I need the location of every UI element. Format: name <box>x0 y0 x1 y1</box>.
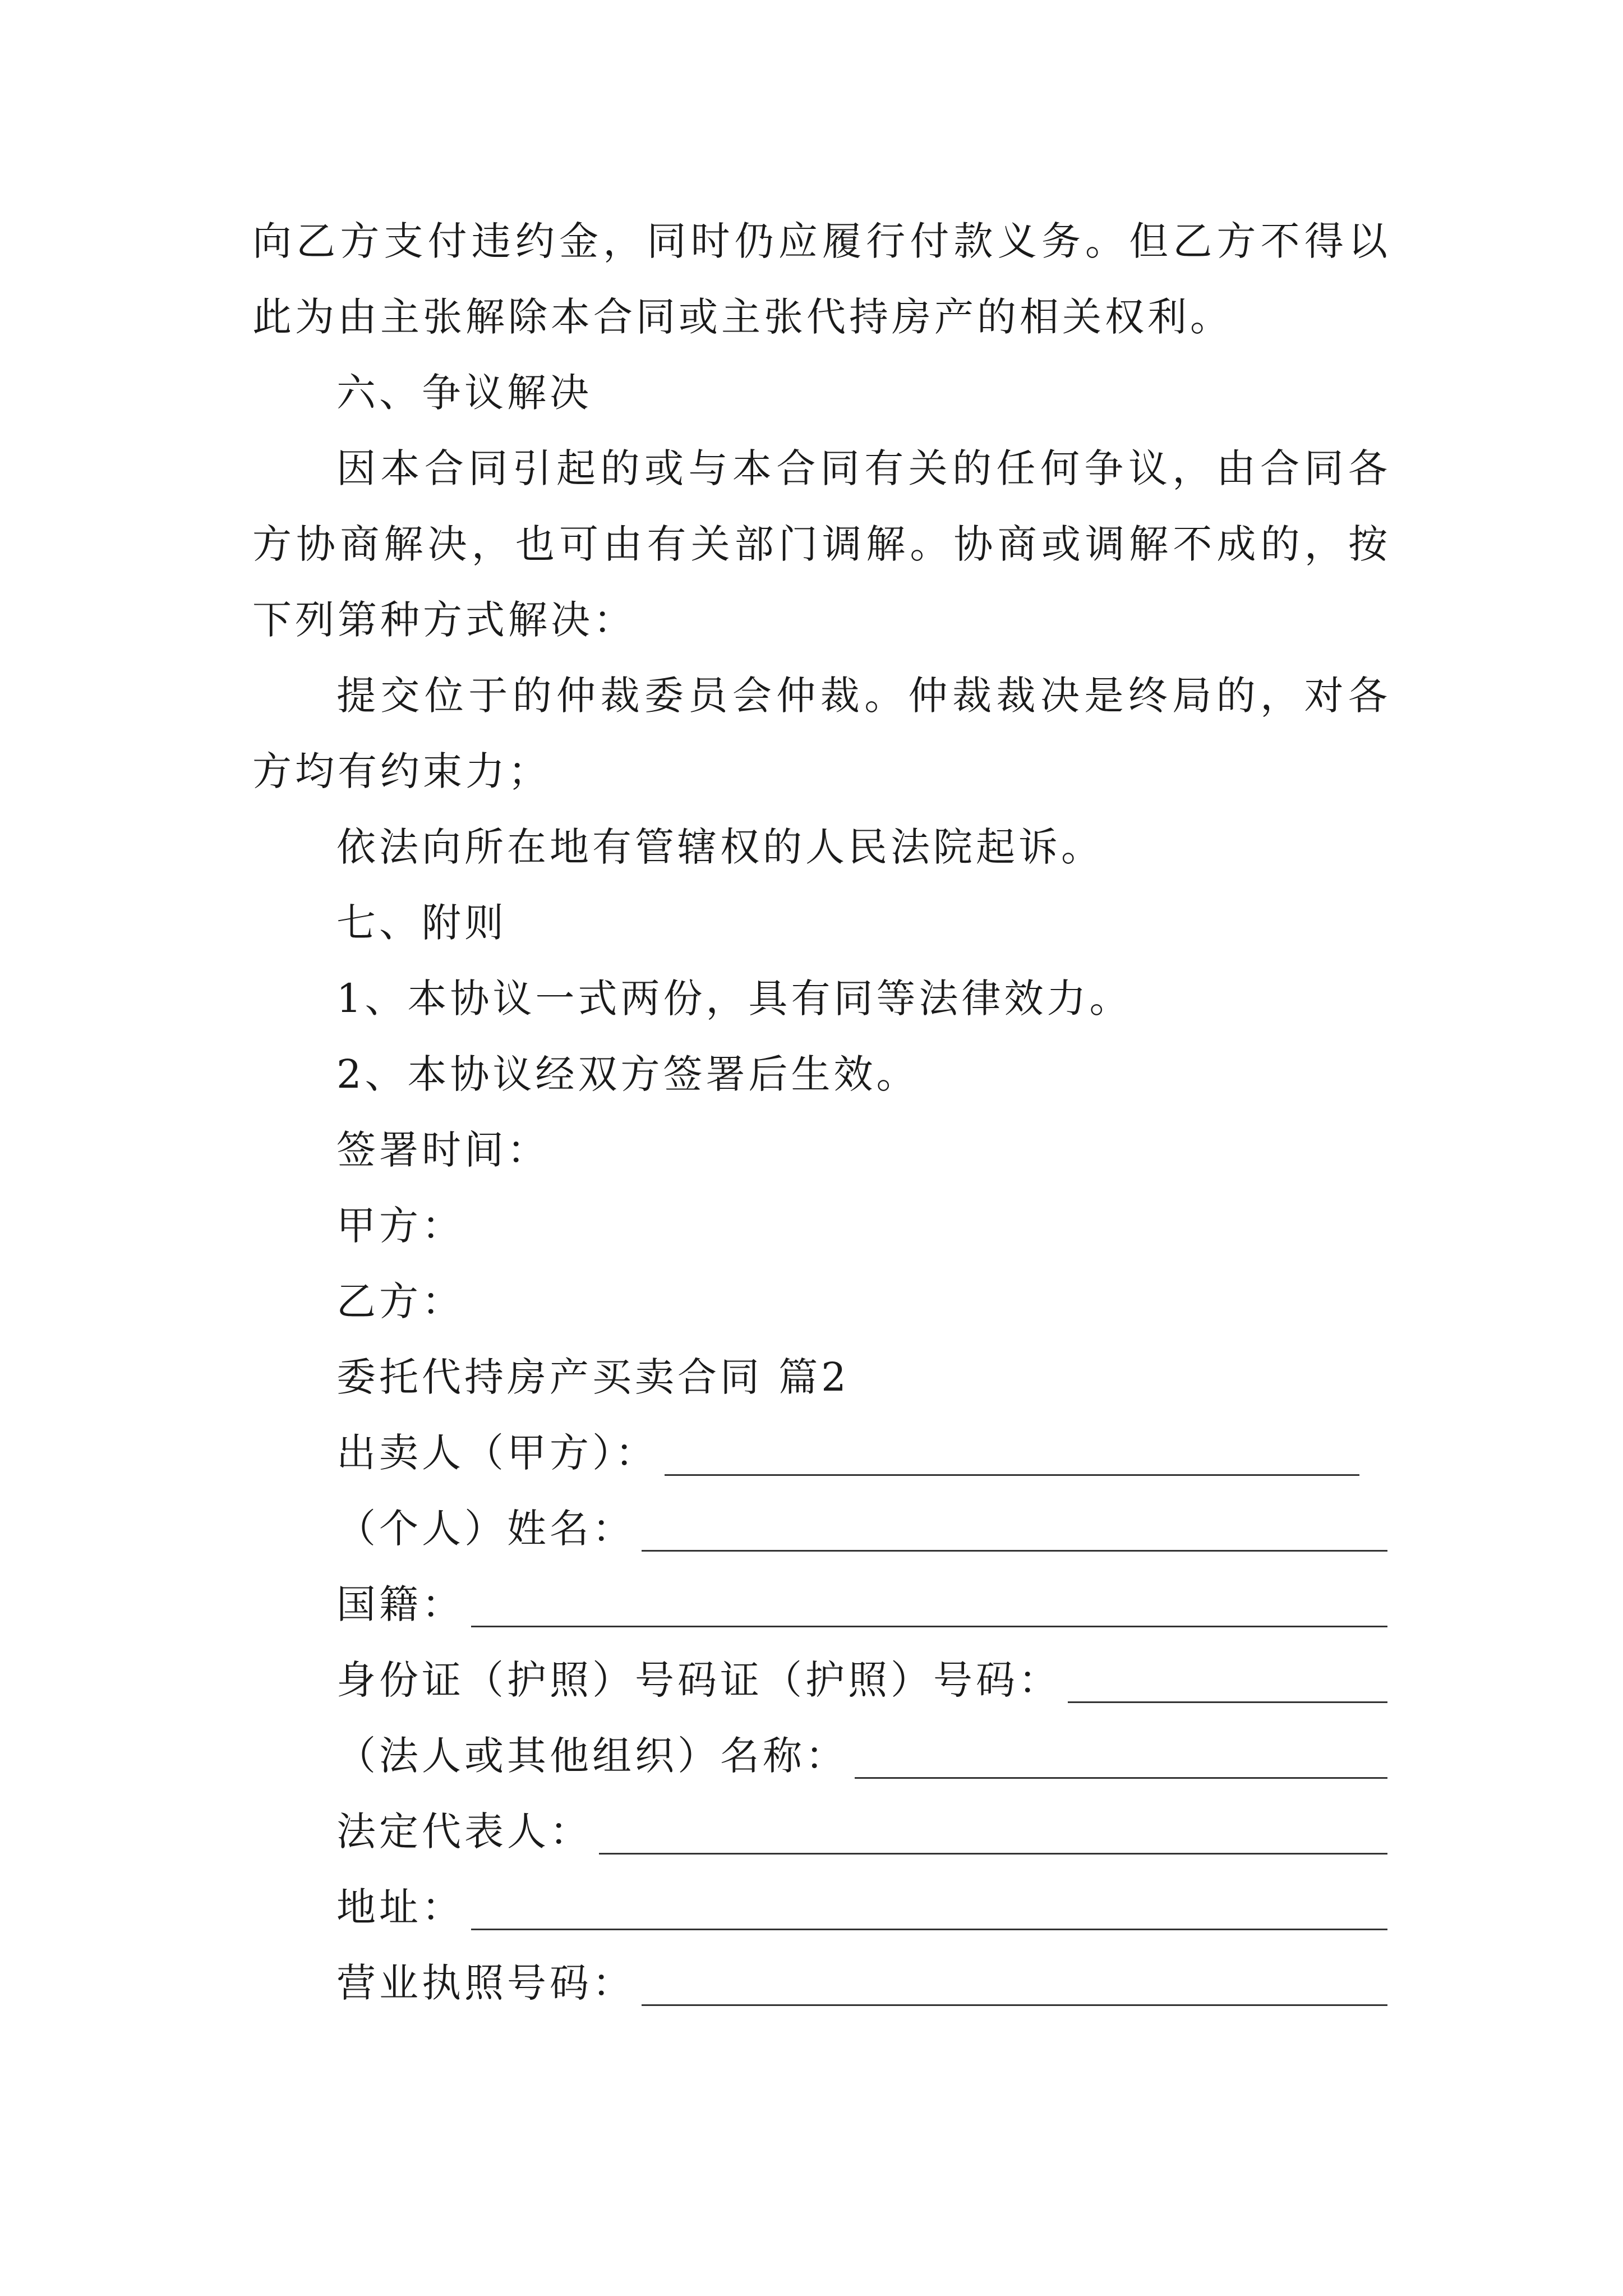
nationality-blank-line <box>471 1625 1387 1627</box>
license-number-blank-line <box>642 2004 1387 2006</box>
seller-field <box>336 1422 1359 1484</box>
seller-label: 出卖人（甲方）： <box>336 1430 658 1476</box>
nationality-label: 国籍： <box>336 1581 464 1627</box>
seller-blank-line <box>665 1474 1359 1476</box>
paragraph-line: 下列第种方式解决： <box>252 597 636 643</box>
section-heading-dispute: 六、争议解决 <box>336 370 592 416</box>
party-b-label: 乙方： <box>336 1278 464 1324</box>
paragraph-line: 因本合同引起的或与本合同有关的任何争议，由合同各 <box>336 445 1387 491</box>
license-number-field <box>336 1952 1387 2014</box>
paragraph-line: 方协商解决，也可由有关部门调解。协商或调解不成的，按 <box>252 521 1387 567</box>
id-number-label: 身份证（护照）号码证（护照）号码： <box>336 1657 1061 1703</box>
id-number-blank-line <box>1068 1701 1387 1703</box>
individual-name-blank-line <box>642 1549 1387 1552</box>
section-heading-appendix: 七、附则 <box>336 900 507 946</box>
individual-name-label: （个人）姓名： <box>336 1506 635 1552</box>
paragraph-line: 此为由主张解除本合同或主张代持房产的相关权利。 <box>252 294 1233 340</box>
party-a-label: 甲方： <box>336 1203 464 1249</box>
individual-name-field <box>336 1498 1387 1559</box>
sign-time-label: 签署时间： <box>336 1127 550 1173</box>
address-label: 地址： <box>336 1884 464 1930</box>
org-name-blank-line <box>855 1777 1387 1779</box>
legal-rep-field <box>336 1801 1387 1862</box>
org-name-label: （法人或其他组织）名称： <box>336 1733 848 1779</box>
id-number-field <box>336 1649 1387 1711</box>
contract-title: 委托代持房产买卖合同 篇2 <box>336 1354 850 1400</box>
list-item: 2、本协议经双方签署后生效。 <box>336 1051 919 1097</box>
paragraph-line: 向乙方支付违约金，同时仍应履行付款义务。但乙方不得以 <box>252 218 1387 264</box>
legal-rep-blank-line <box>599 1852 1387 1855</box>
paragraph-line: 方均有约束力； <box>252 748 551 794</box>
list-item: 1、本协议一式两份，具有同等法律效力。 <box>336 976 1132 1022</box>
nationality-field <box>336 1573 1387 1635</box>
address-field <box>336 1876 1387 1938</box>
address-blank-line <box>471 1928 1387 1930</box>
paragraph-line: 依法向所在地有管辖权的人民法院起诉。 <box>336 824 1104 870</box>
license-number-label: 营业执照号码： <box>336 1960 635 2006</box>
legal-rep-label: 法定代表人： <box>336 1809 592 1855</box>
org-name-field <box>336 1725 1387 1787</box>
paragraph-line: 提交位于的仲裁委员会仲裁。仲裁裁决是终局的，对各 <box>336 673 1387 719</box>
